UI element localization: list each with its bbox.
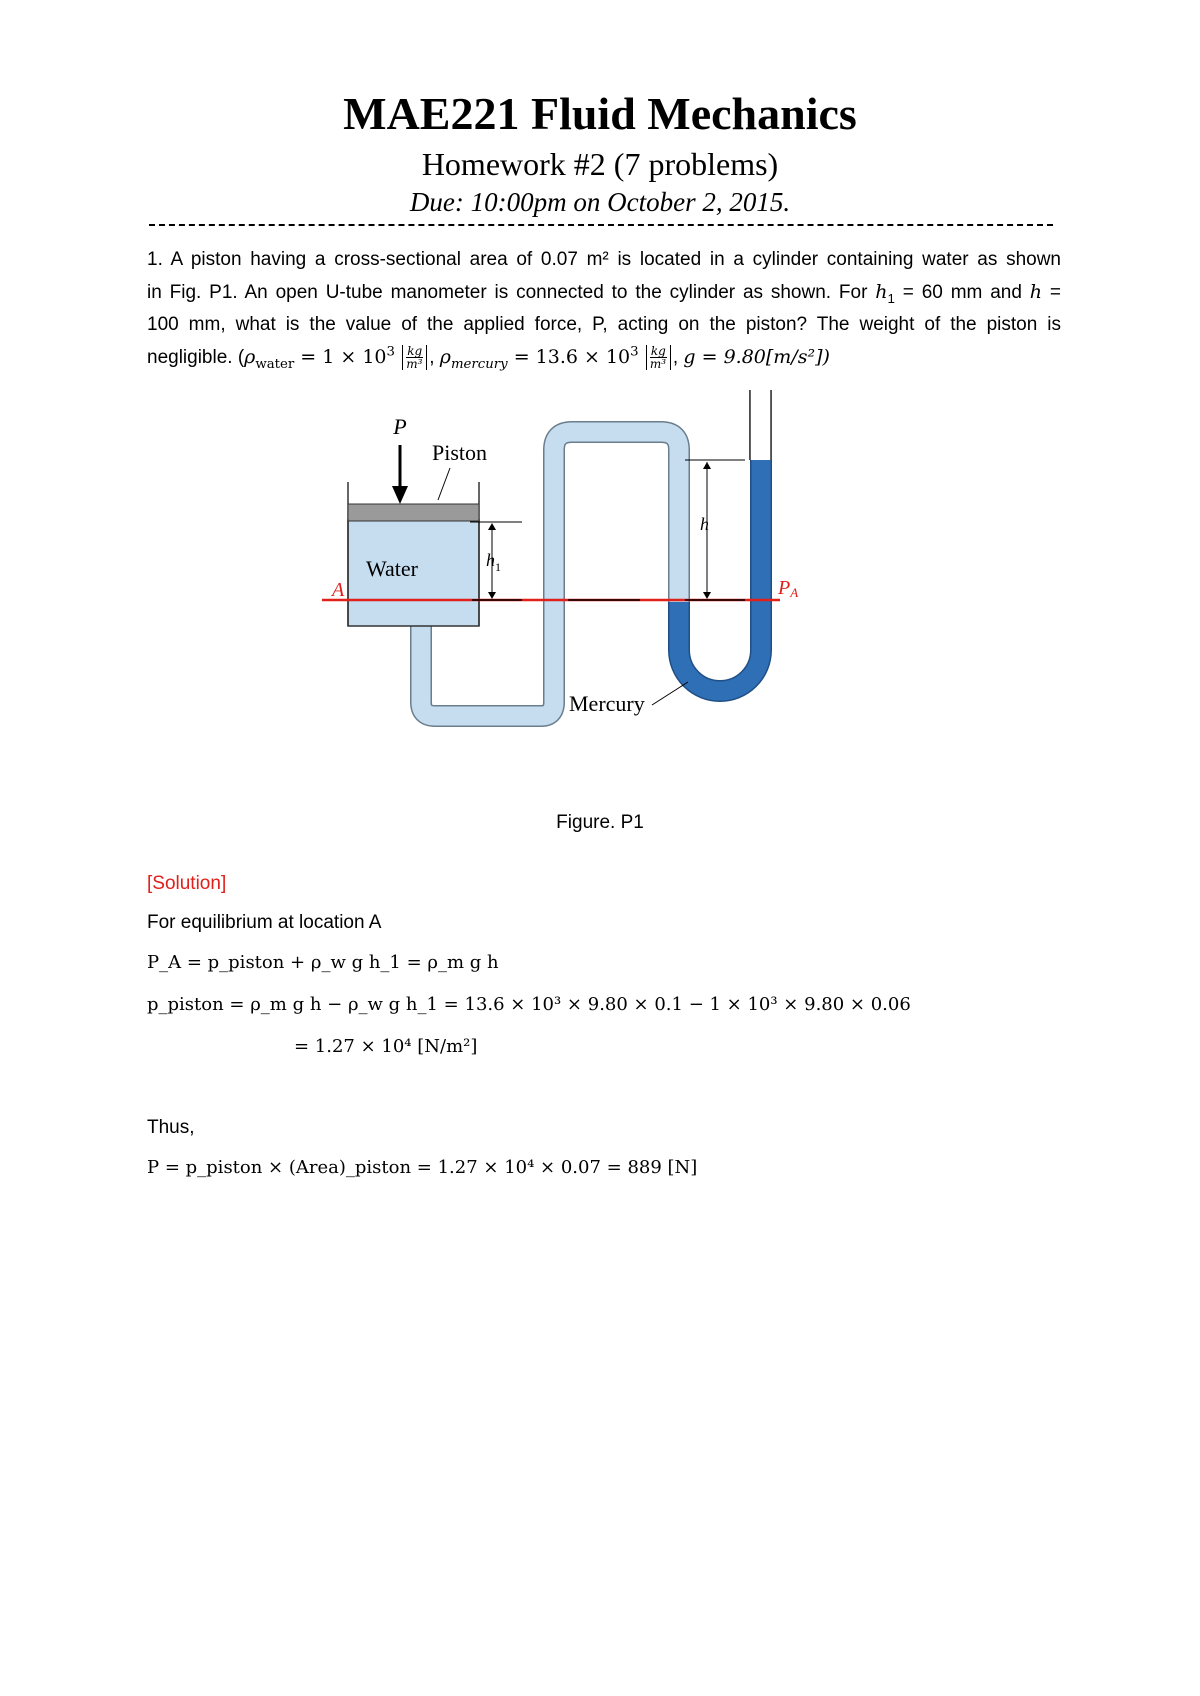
symbol-h1: h bbox=[875, 281, 888, 303]
piston-plate bbox=[348, 504, 479, 521]
h-arrow-down bbox=[703, 592, 711, 599]
h1-arrow-down bbox=[488, 592, 496, 599]
due-date: Due: 10:00pm on October 2, 2015. bbox=[409, 187, 791, 217]
label-P: P bbox=[393, 414, 407, 439]
h-arrow-up bbox=[703, 462, 711, 469]
exponent: 3 bbox=[630, 344, 639, 360]
problem-text: = 60 mm and bbox=[894, 282, 1030, 303]
unit-numerator: kg bbox=[407, 344, 423, 359]
problem-line-2: in Fig. P1. An open U-tube manometer is connected to the cylinder as shown. For $h_1 = 60$ mm and h = bbox=[147, 281, 1061, 306]
force-arrow-head bbox=[392, 486, 408, 504]
unit-fraction bbox=[646, 345, 671, 370]
label-PA-subscript: A bbox=[790, 585, 799, 600]
label-mercury: Mercury bbox=[569, 691, 645, 716]
unit-numerator: kg bbox=[650, 344, 666, 359]
thus-text: Thus, bbox=[147, 1117, 195, 1138]
label-h: h bbox=[700, 514, 709, 534]
label-h1-text: h bbox=[486, 550, 495, 570]
document-title: MAE221 Fluid Mechanics bbox=[343, 88, 857, 139]
label-A: A bbox=[332, 579, 345, 601]
problem-text: = bbox=[1042, 282, 1061, 303]
problem-line-4: negligible. ($\rho_{water} = 1 \times 10^3$ $\frac{kg}{\text{m³}}$ , $\rho_{mercury} = 13.6 \times 10^3$ $\frac{kg}{\text{m³}}$ , g = 9.80[m/s²]) bbox=[147, 344, 830, 372]
label-h1 bbox=[486, 550, 501, 574]
rho-water-subscript: water bbox=[255, 356, 295, 372]
rho-water-value: = 1 × 10 bbox=[294, 346, 387, 368]
open-tube-air bbox=[750, 390, 771, 460]
exponent: 3 bbox=[386, 344, 395, 360]
label-piston: Piston bbox=[432, 440, 488, 465]
h1-arrow-up bbox=[488, 523, 496, 530]
problem-line-1: 1. A piston having a cross-sectional area of 0.07 m² is located in a cylinder containing water as shown bbox=[147, 249, 1061, 270]
mercury-u-tube bbox=[679, 460, 761, 691]
equation-4-text: P = p_piston × (Area)_piston = 1.27 × 10⁴ × 0.07 = 889 [N] bbox=[147, 1157, 698, 1178]
equation-2-text: p_piston = ρ_m g h − ρ_w g h_1 = 13.6 × 10³ × 9.80 × 0.1 − 1 × 10³ × 9.80 × 0.06 bbox=[147, 994, 911, 1015]
problem-text: in Fig. P1. An open U-tube manometer is connected to the cylinder as shown. For bbox=[147, 282, 876, 303]
solution-heading: [Solution] bbox=[147, 873, 227, 894]
unit-fraction bbox=[402, 345, 427, 370]
symbol-h: h bbox=[1029, 281, 1043, 303]
label-PA bbox=[777, 577, 798, 600]
label-PA-text: P bbox=[778, 577, 791, 599]
homework-subtitle: Homework #2 (7 problems) bbox=[421, 146, 779, 182]
unit-denominator: m³ bbox=[649, 357, 667, 372]
piston-leader-line bbox=[438, 468, 450, 500]
label-water: Water bbox=[366, 556, 418, 581]
dashed-divider bbox=[149, 224, 1053, 226]
problem-text: negligible. ( bbox=[147, 347, 245, 368]
problem-statement bbox=[147, 244, 1061, 374]
rho-mercury-value: = 13.6 × 10 bbox=[507, 346, 631, 368]
equation-3 bbox=[294, 1036, 477, 1057]
unit-denominator: m³ bbox=[406, 357, 423, 372]
solution-intro: For equilibrium at location A bbox=[147, 912, 382, 933]
gravity-value: g = 9.80[m/s²]) bbox=[683, 346, 830, 368]
rho-water-symbol: ρ bbox=[244, 346, 256, 368]
problem-line-3: 100 mm, what is the value of the applied force, P, acting on the piston? The weight of the piston is bbox=[147, 314, 1061, 335]
equation-2 bbox=[147, 994, 911, 1015]
label-h1-subscript: 1 bbox=[495, 560, 501, 574]
equation-4 bbox=[147, 1157, 697, 1178]
equation-3-text: = 1.27 × 10⁴ [N/m²] bbox=[294, 1036, 478, 1057]
equation-1-text: P_A = p_piston + ρ_w g h_1 = ρ_m g h bbox=[147, 952, 499, 973]
manometer-figure bbox=[332, 414, 860, 790]
rho-mercury-subscript: mercury bbox=[450, 356, 508, 372]
mercury-leader-line bbox=[652, 682, 688, 705]
rho-mercury-symbol: ρ bbox=[439, 346, 451, 368]
figure-caption: Figure. P1 bbox=[556, 812, 644, 833]
mercury-fill bbox=[679, 460, 761, 691]
equation-1 bbox=[147, 952, 499, 973]
